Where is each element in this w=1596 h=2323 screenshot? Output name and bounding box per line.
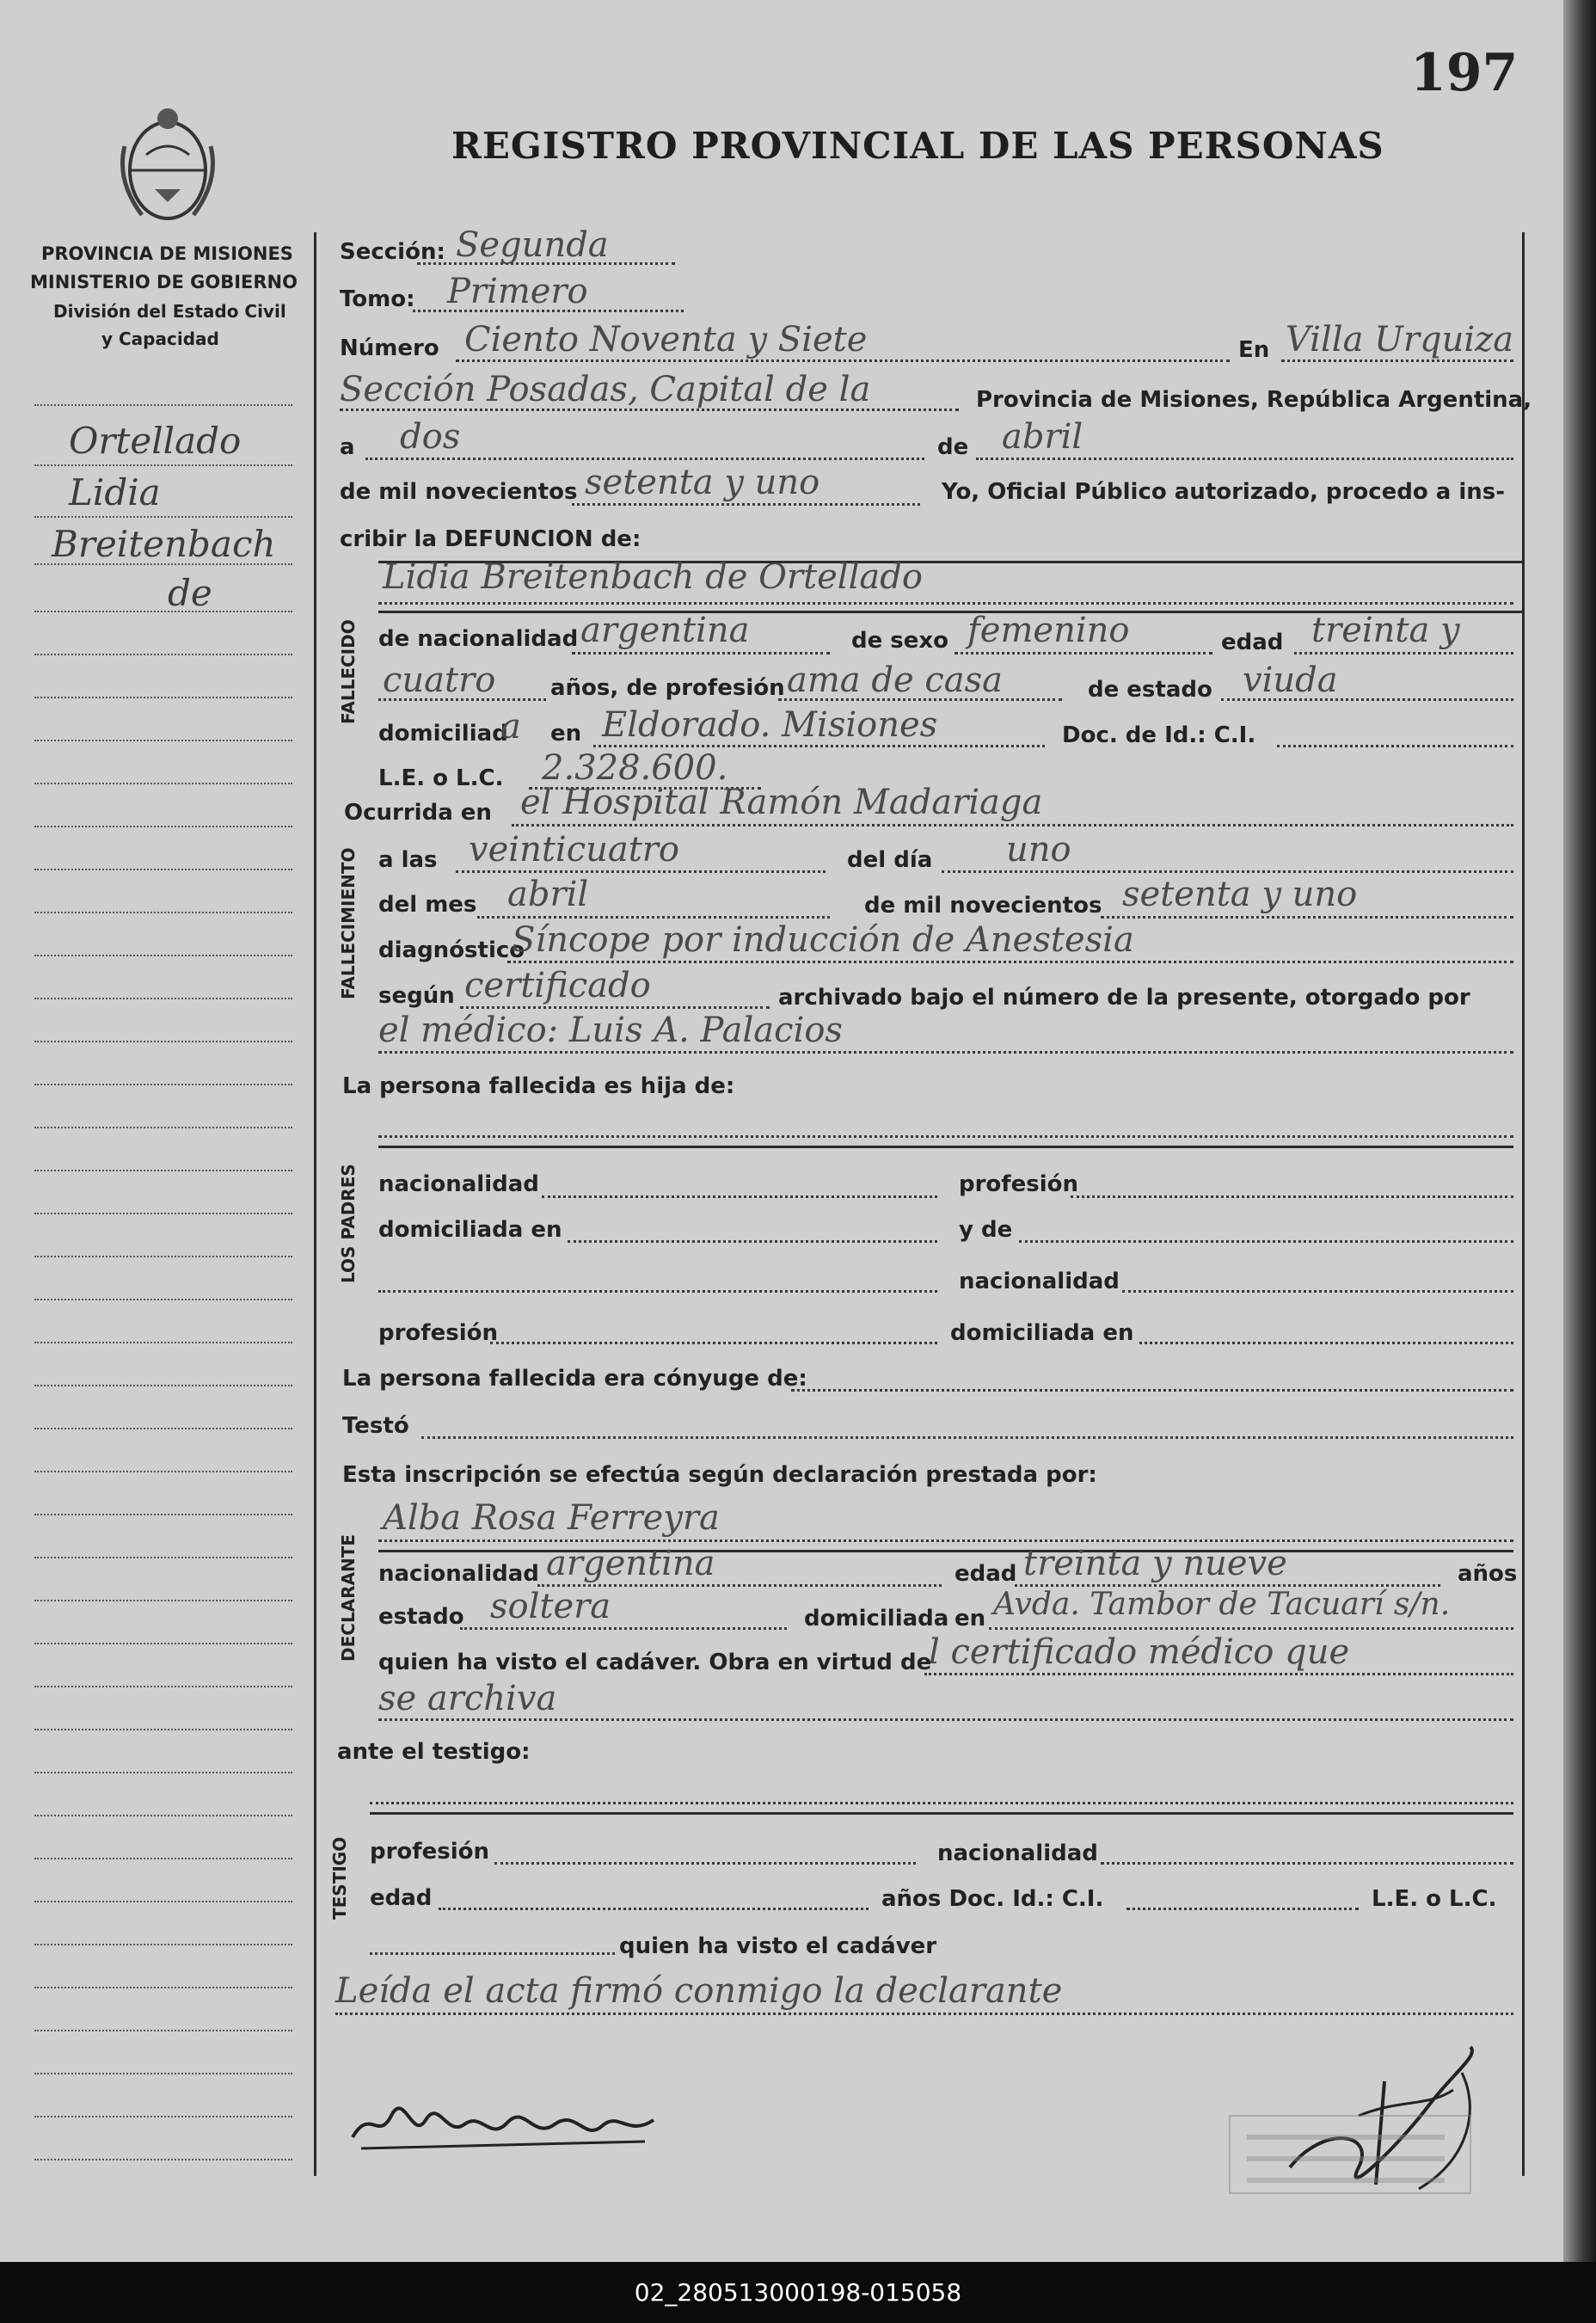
margin-note-line-1: Ortellado	[69, 420, 242, 462]
obra-virtud-value-2: se archiva	[378, 1679, 557, 1718]
profesion-value: ama de casa	[787, 661, 1003, 700]
quien-visto2-label: quien ha visto el cadáver	[619, 1933, 937, 1959]
doc-id-label: Doc. de Id.: C.I.	[1062, 722, 1256, 748]
le-lc-label: L.E. o L.C.	[378, 765, 504, 791]
ante-testigo-label: ante el testigo:	[337, 1739, 531, 1765]
agency-line-2: MINISTERIO DE GOBIERNO	[30, 272, 298, 292]
en2-label: en	[550, 721, 582, 747]
sexo-value: femenino	[967, 611, 1130, 650]
anos-doc-label: años Doc. Id.: C.I.	[881, 1886, 1104, 1912]
mes-value: abril	[1002, 417, 1083, 457]
left-border-rule	[314, 232, 316, 2176]
official-stamp-icon	[1187, 2111, 1479, 2197]
del-dia-label: del día	[847, 847, 933, 873]
en-label: En	[1238, 337, 1270, 363]
declarante-anos-label: años	[1458, 1561, 1518, 1587]
hora-value: veinticuatro	[469, 830, 679, 870]
conyuge-label: La persona fallecida era cónyuge de:	[342, 1366, 807, 1392]
sexo-label: de sexo	[851, 628, 949, 654]
margin-note-line-4: de	[168, 572, 212, 614]
numero-label: Número	[340, 335, 439, 361]
y-de-label: y de	[959, 1217, 1013, 1243]
agency-line-1: PROVINCIA DE MISIONES	[41, 243, 293, 264]
a-label: a	[340, 434, 355, 460]
a-las-label: a las	[378, 847, 438, 873]
tomo-value: Primero	[447, 272, 588, 311]
le-lc-value: 2.328.600.	[542, 748, 728, 788]
cribir-label: cribir la DEFUNCION de:	[340, 526, 641, 552]
de-label: de	[937, 434, 969, 460]
anos-profesion-label: años, de profesión	[550, 675, 785, 701]
anio-value: setenta y uno	[585, 463, 820, 502]
diagnostico-label: diagnóstico	[378, 937, 525, 963]
inscripcion-label: Esta inscripción se efectúa según declaración prestada por:	[342, 1462, 1097, 1488]
hija-de-label: La persona fallecida es hija de:	[342, 1073, 735, 1099]
testigo-edad-label: edad	[370, 1885, 433, 1911]
madre-domiciliada-label: domiciliada en	[950, 1320, 1134, 1346]
agency-line-3: División del Estado Civil	[53, 301, 286, 322]
padre-nacionalidad-label: nacionalidad	[378, 1171, 539, 1197]
declarante-edad-label: edad	[955, 1561, 1017, 1587]
section-padres: LOS PADRES	[338, 1164, 359, 1283]
declarante-en-label: en	[955, 1606, 986, 1632]
declarante-edad-value: treinta y nueve	[1023, 1544, 1287, 1583]
diagnostico-value: Síncope por inducción de Anestesia	[512, 920, 1134, 960]
testo-label: Testó	[342, 1413, 409, 1439]
declarante-domicilio-value: Avda. Tambor de Tacuarí s/n.	[993, 1587, 1451, 1622]
declarante-domiciliada-label: domiciliada	[804, 1606, 949, 1632]
yo-oficial-label: Yo, Oficial Público autorizado, procedo a ins-	[942, 479, 1506, 505]
section-fallecido: FALLECIDO	[338, 619, 359, 724]
anio-fallec-value: setenta y uno	[1122, 875, 1358, 914]
right-border-rule	[1522, 232, 1525, 2176]
seccion-value: Segunda	[456, 225, 609, 265]
folio-number: 197	[1410, 43, 1519, 103]
declarante-nacionalidad-label: nacionalidad	[378, 1561, 539, 1587]
padre-profesion-label: profesión	[959, 1171, 1079, 1197]
edad-label: edad	[1221, 630, 1284, 655]
quien-visto-label: quien ha visto el cadáver. Obra en virtud de	[378, 1650, 932, 1675]
coat-of-arms-icon	[116, 103, 219, 232]
section-declarante: DECLARANTE	[338, 1533, 359, 1662]
ocurrida-value: el Hospital Ramón Madariaga	[520, 783, 1043, 822]
page-edge	[1563, 0, 1596, 2262]
edad-value: treinta y	[1311, 611, 1460, 650]
testigo-profesion-label: profesión	[370, 1839, 490, 1865]
tomo-label: Tomo:	[340, 286, 415, 312]
domiciliad-label: domiciliad	[378, 721, 508, 747]
domicilio-value: Eldorado. Misiones	[602, 705, 938, 745]
en-value: Villa Urquiza	[1286, 320, 1514, 360]
document-title: REGISTRO PROVINCIAL DE LAS PERSONAS	[451, 125, 1384, 167]
margin-note-line-2: Lidia	[69, 471, 161, 513]
section-testigo: TESTIGO	[329, 1836, 350, 1920]
declarante-nombre: Alba Rosa Ferreyra	[383, 1498, 720, 1538]
padre-domiciliada-label: domiciliada en	[378, 1217, 562, 1243]
de-mil2-label: de mil novecientos	[864, 893, 1102, 919]
localidad-value: Sección Posadas, Capital de la	[340, 370, 871, 409]
numero-value: Ciento Noventa y Siete	[464, 320, 868, 360]
segun-label: según	[378, 983, 455, 1009]
archivado-label: archivado bajo el número de la presente, otorgado por	[778, 985, 1470, 1011]
image-caption: 02_280513000198-015058	[0, 2262, 1596, 2323]
dia-value: dos	[400, 417, 461, 457]
declarante-estado-value: soltera	[490, 1587, 611, 1626]
estado-label: de estado	[1088, 677, 1212, 703]
estado-value: viuda	[1243, 661, 1338, 700]
declarante-nacionalidad-value: argentina	[546, 1544, 715, 1583]
cierre-value: Leída el acta firmó conmigo la declarante	[335, 1971, 1063, 2011]
edad-value-2: cuatro	[383, 661, 496, 700]
le-o-lc-label: L.E. o L.C.	[1372, 1886, 1497, 1912]
del-mes-label: del mes	[378, 892, 477, 918]
fallecido-nombre: Lidia Breitenbach de Ortellado	[383, 557, 923, 597]
provincia-label: Provincia de Misiones, República Argentina,	[976, 387, 1532, 413]
declarante-estado-label: estado	[378, 1604, 464, 1630]
ocurrida-label: Ocurrida en	[344, 800, 492, 826]
madre-nacionalidad-label: nacionalidad	[959, 1269, 1120, 1294]
seccion-label: Sección:	[340, 239, 445, 265]
agency-line-4: y Capacidad	[101, 329, 219, 349]
nacionalidad-f-label: de nacionalidad	[378, 626, 579, 652]
nacionalidad-value: argentina	[580, 611, 750, 650]
madre-profesion-label: profesión	[378, 1320, 499, 1346]
de-mil-label: de mil novecientos	[340, 479, 578, 505]
segun-value: certificado	[464, 966, 651, 1005]
dia-fallec-value: uno	[1006, 830, 1071, 870]
margin-note-line-3: Breitenbach	[52, 523, 276, 565]
domicilio-suffix: a	[500, 707, 521, 747]
section-fallecimiento: FALLECIMIENTO	[338, 847, 359, 999]
medico-value: el médico: Luis A. Palacios	[378, 1011, 843, 1050]
obra-virtud-value: l certificado médico que	[929, 1632, 1350, 1672]
mes-fallec-value: abril	[507, 875, 589, 914]
testigo-nacionalidad-label: nacionalidad	[937, 1841, 1098, 1866]
declarante-signature-icon	[344, 2090, 671, 2159]
